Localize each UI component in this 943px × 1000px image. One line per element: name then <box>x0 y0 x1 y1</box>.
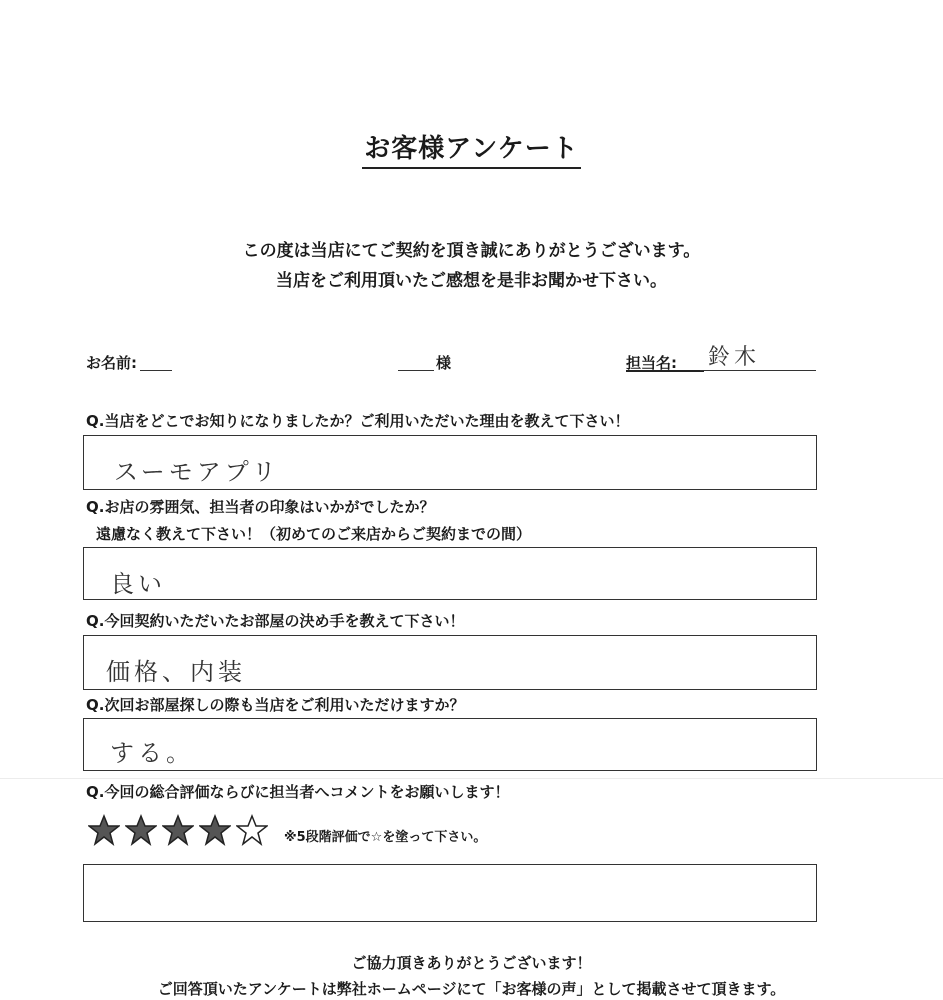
answer-box-5[interactable] <box>83 864 817 922</box>
answer-3: 価格、内装 <box>106 658 246 686</box>
question-2-sub: 遠慮なく教えて下さい！（初めてのご来店からご契約までの間） <box>96 525 532 543</box>
name-underline-a <box>140 352 172 371</box>
page-title: お客様アンケート <box>362 128 580 169</box>
question-4: Q.次回お部屋探しの際も当店をご利用いただけますか？ <box>86 696 465 714</box>
answer-1: スーモアプリ <box>114 458 280 486</box>
footer-notice: ご回答頂いたアンケートは弊社ホームページにて「お客様の声」として掲載させて頂きます。 <box>157 980 786 998</box>
scan-artifact-line <box>0 778 943 779</box>
page-title-wrap <box>0 128 943 169</box>
answer-box-2[interactable] <box>83 547 817 600</box>
answer-box-3[interactable] <box>83 635 817 690</box>
footer-thanks: ご協力頂きありがとうございます！ <box>351 954 592 972</box>
rating-stars[interactable] <box>88 814 268 846</box>
question-2: Q.お店の雰囲気、担当者の印象はいかがでしたか？ <box>86 498 435 516</box>
intro-line-1: この度は当店にてご契約を頂き誠にありがとうございます。 <box>242 241 701 261</box>
staff-label: 担当名: <box>626 354 677 372</box>
name-label: お名前: <box>86 354 137 372</box>
rating-note: ※5段階評価で☆を塗って下さい。 <box>284 830 487 845</box>
star-icon[interactable] <box>162 814 194 846</box>
honorific-label: 様 <box>436 354 452 372</box>
question-5: Q.今回の総合評価ならびに担当者へコメントをお願いします！ <box>86 783 510 801</box>
answer-4: する。 <box>110 739 194 767</box>
answer-2: 良い <box>110 570 166 598</box>
name-field[interactable] <box>398 352 434 371</box>
star-icon[interactable] <box>199 814 231 846</box>
question-3: Q.今回契約いただいたお部屋の決め手を教えて下さい！ <box>86 612 465 630</box>
star-outline-icon[interactable] <box>236 814 268 846</box>
answer-box-1[interactable] <box>83 435 817 490</box>
answer-box-4[interactable] <box>83 718 817 771</box>
intro-line-2: 当店をご利用頂いたご感想を是非お聞かせ下さい。 <box>276 271 667 291</box>
star-icon[interactable] <box>88 814 120 846</box>
staff-value: 鈴木 <box>708 345 761 370</box>
star-icon[interactable] <box>125 814 157 846</box>
question-1: Q.当店をどこでお知りになりましたか？ご利用いただいた理由を教えて下さい！ <box>86 412 630 430</box>
